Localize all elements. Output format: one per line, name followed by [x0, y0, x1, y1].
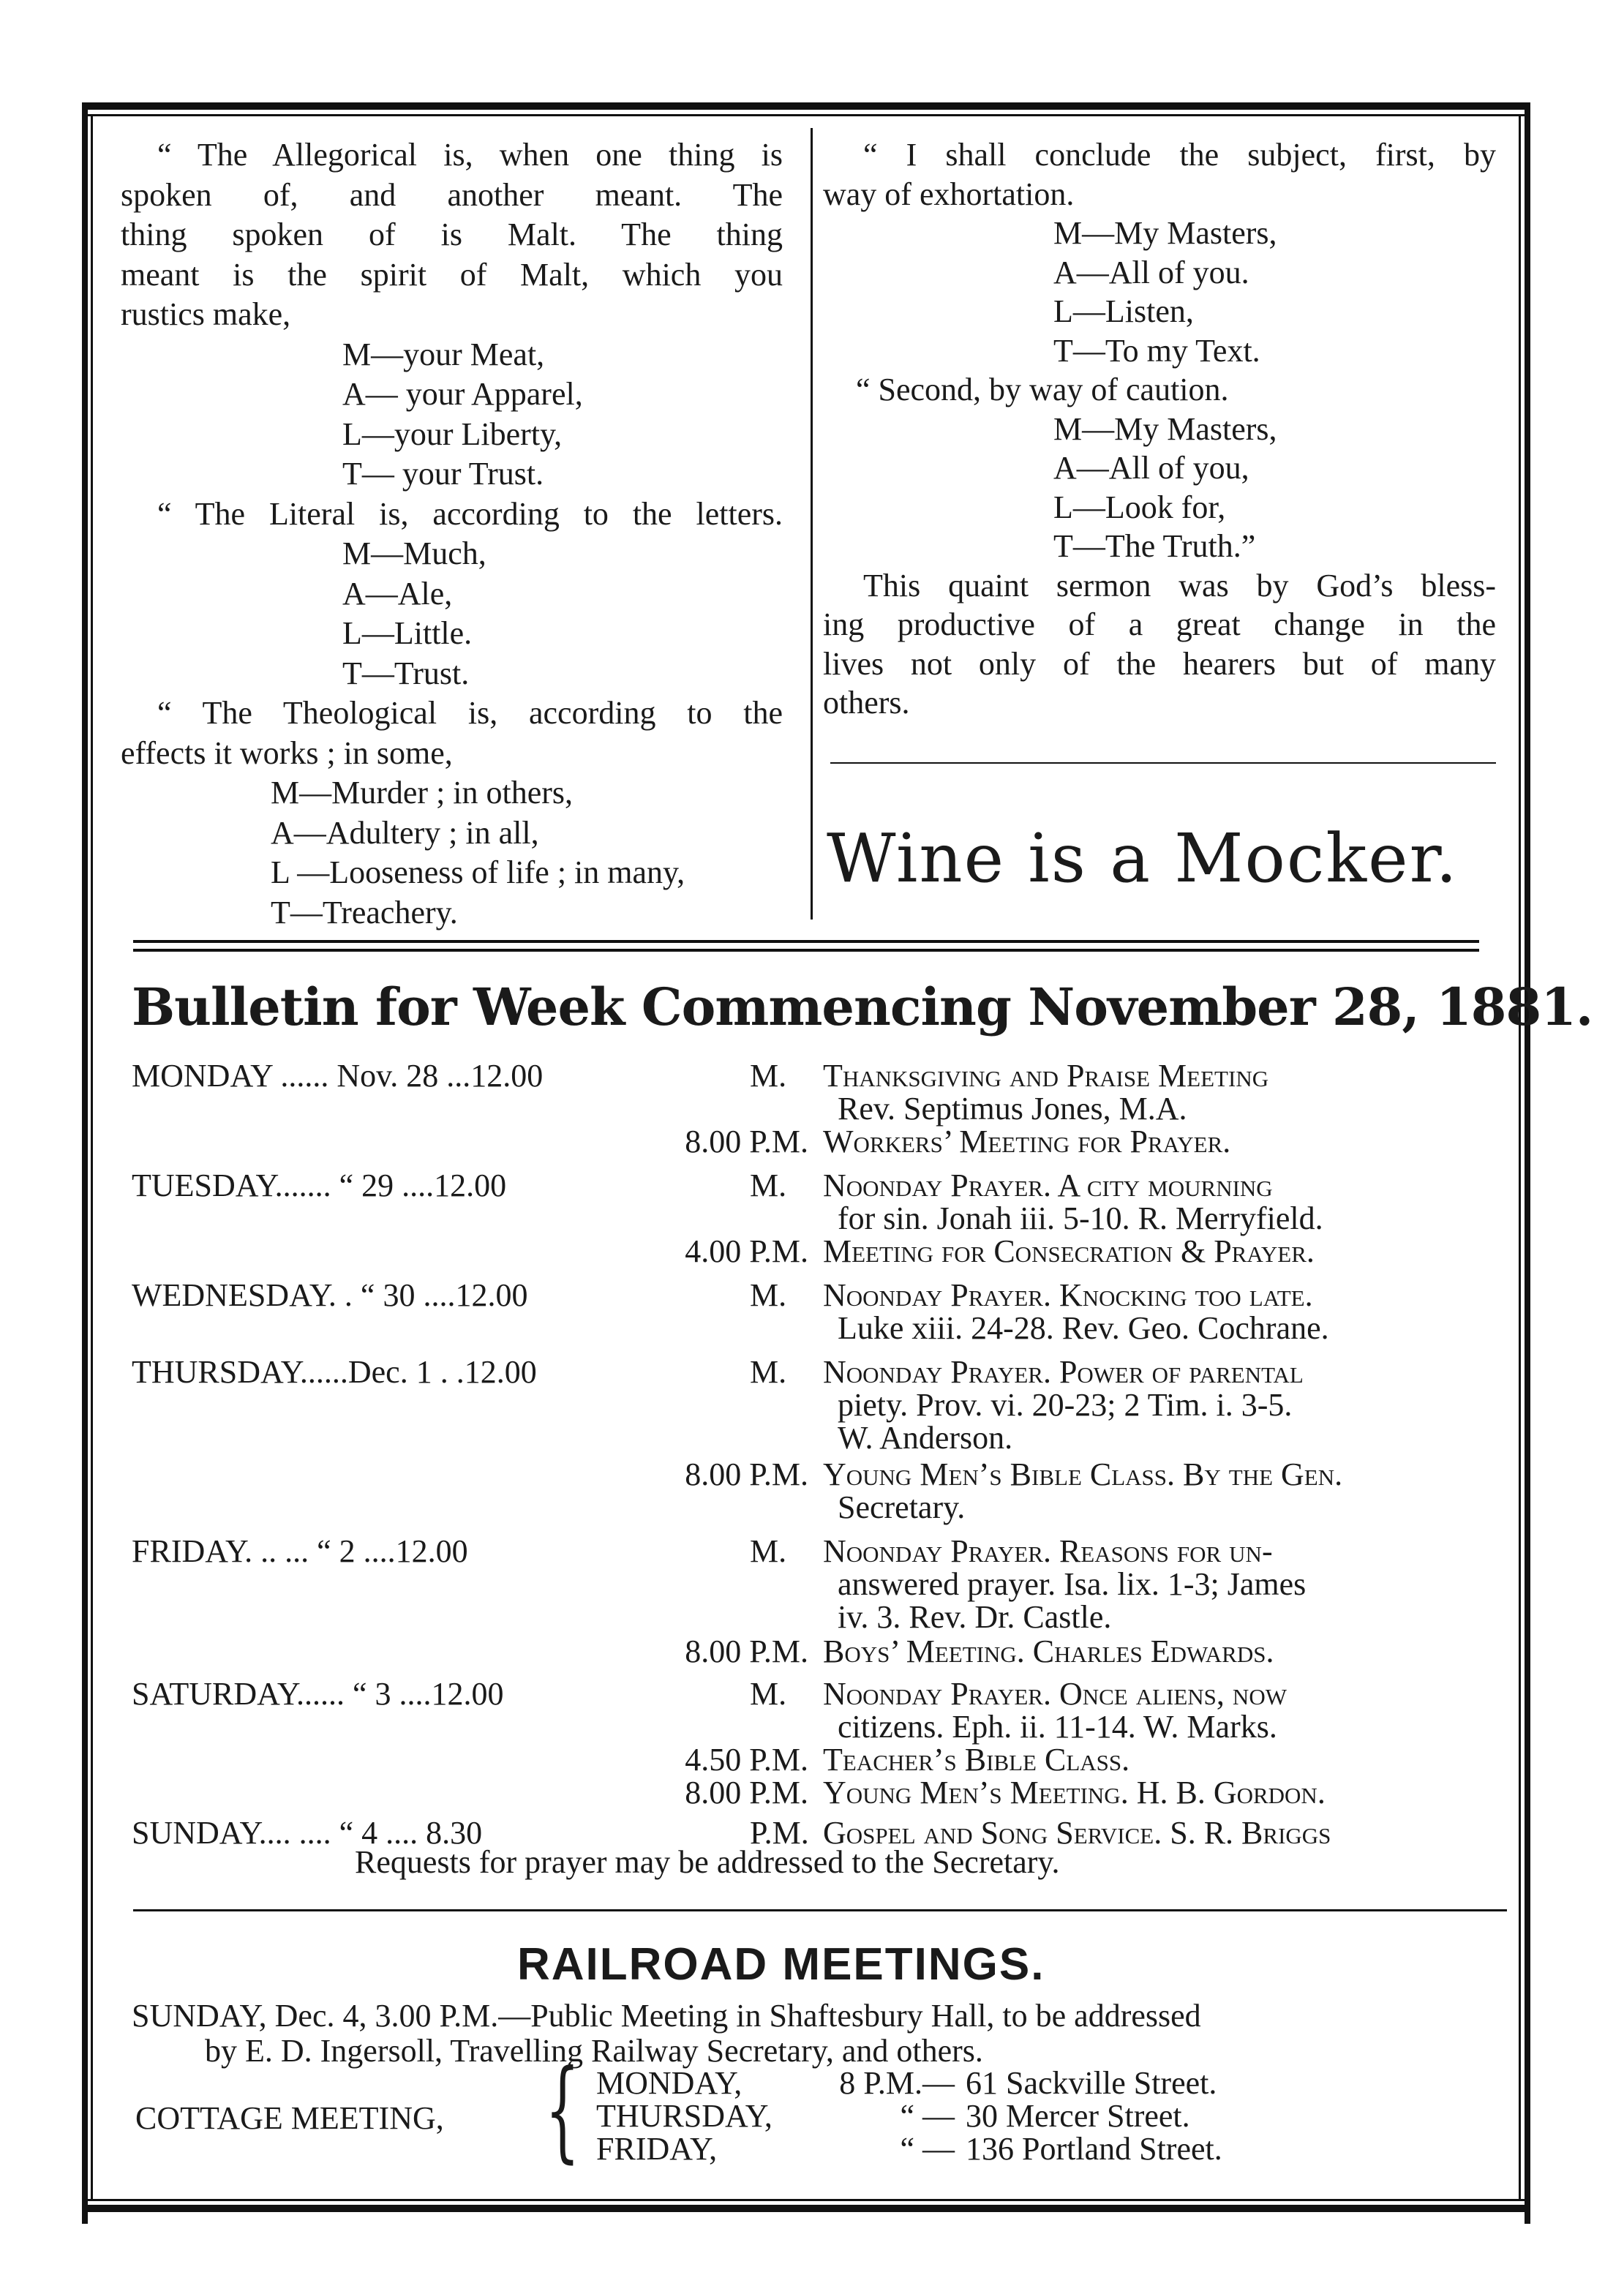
cottage-day: FRIDAY, — [596, 2131, 718, 2167]
left-column-line: rustics make, — [121, 296, 291, 332]
right-column-line: A—All of you. — [1053, 254, 1249, 290]
bulletin-day: SUNDAY.... .... “ 4 .... 8.30 — [132, 1815, 483, 1851]
right-column-line: “ I shall conclude the subject, first, by — [863, 137, 1496, 173]
left-column-line: meant is the spirit of Malt, which you — [121, 256, 783, 293]
frame-top-thin — [86, 114, 1530, 116]
frame-left — [82, 102, 88, 2224]
frame-bottom-thin — [86, 2199, 1530, 2201]
bulletin-day: TUESDAY....... “ 29 ....12.00 — [132, 1167, 507, 1203]
left-column-line: T— your Trust. — [342, 456, 544, 492]
bulletin-day: FRIDAY. .. ... “ 2 ....12.00 — [132, 1533, 468, 1569]
left-column-line: “ The Allegorical is, when one thing is — [157, 137, 783, 173]
bulletin-day: MONDAY ...... Nov. 28 ...12.00 — [132, 1058, 544, 1094]
bulletin-time: 4.00 P.M. — [685, 1233, 808, 1269]
bulletin-rule-top2 — [133, 949, 1479, 952]
frame-right-inner — [1519, 114, 1521, 2199]
right-column-line: L—Listen, — [1053, 293, 1194, 329]
cottage-place: 61 Sackville Street. — [966, 2065, 1217, 2101]
cottage-place: 30 Mercer Street. — [966, 2098, 1190, 2134]
bulletin-entry: citizens. Eph. ii. 11-14. W. Marks. — [838, 1709, 1277, 1745]
bulletin-entry: Gospel and Song Service. S. R. Briggs — [823, 1815, 1331, 1851]
right-column-line: T—To my Text. — [1053, 332, 1260, 369]
bulletin-time: 8.00 P.M. — [685, 1456, 808, 1492]
frame-right — [1525, 102, 1530, 2224]
frame-top-thick — [86, 102, 1530, 110]
left-column-line: A—Ale, — [342, 575, 453, 612]
right-column-line: M—My Masters, — [1053, 410, 1277, 447]
bulletin-time: P.M. — [750, 1815, 809, 1851]
bulletin-entry: Meeting for Consecration & Prayer. — [823, 1233, 1315, 1269]
bulletin-time: 8.00 P.M. — [685, 1775, 808, 1810]
right-column-line: ing productive of a great change in the — [823, 606, 1496, 642]
left-column-line: thing spoken of is Malt. The thing — [121, 217, 783, 252]
railroad-rule — [133, 1909, 1507, 1911]
bulletin-time: M. — [750, 1354, 787, 1390]
left-column-line: M—your Meat, — [342, 336, 545, 372]
bulletin-entry: Young Men’s Meeting. H. B. Gordon. — [823, 1775, 1326, 1810]
left-column-line: “ The Literal is, according to the letters. — [157, 495, 783, 532]
right-column-line: “ Second, by way of caution. — [856, 372, 1229, 407]
railroad-sunday-line1: SUNDAY, Dec. 4, 3.00 P.M.—Public Meeting in Shaftesbury Hall, to be addressed — [132, 1998, 1201, 2034]
left-column-line: L—Little. — [342, 615, 473, 651]
bulletin-entry: Noonday Prayer. Knocking too late. — [823, 1277, 1313, 1313]
bulletin-entry: W. Anderson. — [838, 1420, 1013, 1456]
right-column-line: others. — [823, 685, 910, 721]
right-column-line: lives not only of the hearers but of many — [823, 645, 1496, 682]
bulletin-time: M. — [750, 1058, 787, 1094]
frame-bottom-thick — [86, 2205, 1530, 2212]
frame-left-inner — [91, 114, 93, 2199]
cottage-time: 8 P.M.— — [839, 2065, 955, 2101]
right-column-line: L—Look for, — [1053, 489, 1226, 525]
bulletin-entry: Rev. Septimus Jones, M.A. — [838, 1091, 1187, 1127]
bulletin-entry: Noonday Prayer. Once aliens, now — [823, 1676, 1287, 1712]
bulletin-entry: Noonday Prayer. Reasons for un- — [823, 1533, 1273, 1569]
bulletin-entry: Luke xiii. 24-28. Rev. Geo. Cochrane. — [838, 1310, 1329, 1346]
left-column-line: spoken of, and another meant. The — [121, 176, 783, 213]
right-column-line: A—All of you, — [1053, 450, 1249, 486]
bulletin-entry: Workers’ Meeting for Prayer. — [823, 1124, 1231, 1159]
bulletin-day: THURSDAY......Dec. 1 . .12.00 — [132, 1354, 537, 1390]
bulletin-time: M. — [750, 1167, 787, 1203]
bulletin-time: 8.00 P.M. — [685, 1633, 808, 1669]
right-column-line: M—My Masters, — [1053, 215, 1277, 251]
bulletin-time: 4.50 P.M. — [685, 1742, 808, 1778]
bulletin-entry: Teacher’s Bible Class. — [823, 1742, 1130, 1778]
left-column-line: effects it works ; in some, — [121, 734, 453, 771]
cottage-place: 136 Portland Street. — [966, 2131, 1222, 2167]
right-column-line: This quaint sermon was by God’s bless- — [863, 567, 1496, 603]
bulletin-entry: Noonday Prayer. A city mourning — [823, 1167, 1273, 1203]
left-column-line: T—Trust. — [342, 655, 470, 691]
short-rule — [830, 762, 1496, 764]
left-column-line: “ The Theological is, according to the — [157, 695, 783, 731]
bulletin-title: Bulletin for Week Commencing November 28, 1881. — [132, 977, 1593, 1037]
bulletin-day: SATURDAY...... “ 3 ....12.00 — [132, 1676, 504, 1712]
cottage-meeting-label: COTTAGE MEETING, — [135, 2100, 444, 2136]
bulletin-entry: Thanksgiving and Praise Meeting — [823, 1058, 1269, 1094]
bulletin-time: M. — [750, 1676, 787, 1712]
left-column-line: A—Adultery ; in all, — [271, 814, 539, 851]
bulletin-entry: Boys’ Meeting. Charles Edwards. — [823, 1633, 1274, 1669]
cottage-day: THURSDAY, — [596, 2098, 772, 2134]
bulletin-entry: piety. Prov. vi. 20-23; 2 Tim. i. 3-5. — [838, 1387, 1293, 1423]
bulletin-time: M. — [750, 1277, 787, 1313]
left-column-line: L —Looseness of life ; in many, — [271, 854, 685, 890]
bulletin-footer: Requests for prayer may be addressed to the Secretary. — [355, 1844, 1060, 1880]
bulletin-entry: iv. 3. Rev. Dr. Castle. — [838, 1599, 1112, 1635]
bulletin-rule-top — [133, 940, 1479, 943]
bulletin-time: 8.00 P.M. — [685, 1124, 808, 1159]
bulletin-entry: answered prayer. Isa. lix. 1-3; James — [838, 1566, 1307, 1602]
column-divider — [811, 128, 813, 920]
bulletin-entry: for sin. Jonah iii. 5-10. R. Merryfield. — [838, 1200, 1323, 1236]
right-column-line: T—The Truth.” — [1053, 528, 1256, 564]
bulletin-entry: Noonday Prayer. Power of parental — [823, 1354, 1304, 1390]
cottage-time: “ — — [900, 2131, 955, 2167]
left-column-line: A— your Apparel, — [342, 376, 583, 412]
bulletin-time: M. — [750, 1533, 787, 1569]
right-column-line: way of exhortation. — [823, 176, 1075, 212]
bulletin-day: WEDNESDAY. . “ 30 ....12.00 — [132, 1277, 528, 1313]
left-column-line: T—Treachery. — [271, 894, 458, 930]
left-column-line: M—Much, — [342, 535, 486, 571]
left-column-line: L—your Liberty, — [342, 415, 563, 452]
railroad-sunday-line2: by E. D. Ingersoll, Travelling Railway Secretary, and others. — [205, 2033, 983, 2069]
bulletin-entry: Secretary. — [838, 1489, 966, 1525]
bulletin-entry: Young Men’s Bible Class. By the Gen. — [823, 1456, 1343, 1492]
cottage-brace: { — [545, 2047, 580, 2174]
left-column-line: M—Murder ; in others, — [271, 775, 574, 811]
railroad-title: RAILROAD MEETINGS. — [517, 1939, 1045, 1990]
wine-mocker-heading: Wine is a Mocker. — [827, 819, 1459, 898]
cottage-time: “ — — [900, 2098, 955, 2134]
cottage-day: MONDAY, — [596, 2065, 743, 2101]
